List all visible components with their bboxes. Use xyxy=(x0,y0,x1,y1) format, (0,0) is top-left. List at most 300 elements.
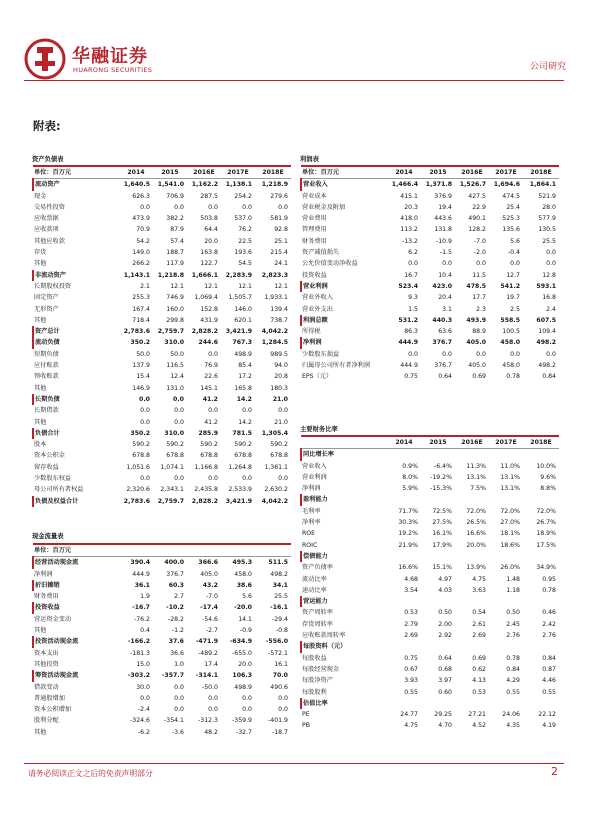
row-label: 公允价值变动净收益 xyxy=(302,260,358,268)
cell-value: 12.1 xyxy=(238,282,252,290)
cell-value xyxy=(421,449,455,461)
cell-value: 25.1 xyxy=(274,237,288,245)
cell-value: 26.0% xyxy=(500,564,520,572)
row-label: 净利润 xyxy=(34,570,53,578)
cell-value: 1,284.5 xyxy=(261,339,288,347)
cell-value: -1.5 xyxy=(439,249,452,257)
row-label: 其他投资 xyxy=(34,660,59,668)
table-row xyxy=(33,682,291,693)
cell-value: 390.4 xyxy=(130,559,150,567)
cell-value: 418.0 xyxy=(400,215,418,223)
cell-value: 34.9% xyxy=(536,564,556,572)
cell-value: 3.93 xyxy=(404,677,418,685)
table-row xyxy=(301,202,559,213)
cell-value: 0.87 xyxy=(542,665,556,673)
cell-value: 17.4 xyxy=(204,660,218,668)
cell-value: -655.0 xyxy=(232,649,252,657)
row-label: 营业利润 xyxy=(301,281,387,292)
cell-value: 0.0 xyxy=(208,407,218,415)
cell-value: 5.9% xyxy=(402,485,418,493)
cell-value: 72.5% xyxy=(432,507,452,515)
cell-value: 9.3 xyxy=(408,294,418,302)
row-label: 其他 xyxy=(34,260,47,268)
cell-value: 590.2 xyxy=(270,441,288,449)
cell-value: 0.0 xyxy=(408,350,418,358)
cell-value: 2.1 xyxy=(140,282,150,290)
cell-value: 131.0 xyxy=(166,384,184,392)
balance-sheet-title: 资产负债表 xyxy=(32,156,64,163)
table-row xyxy=(33,484,291,495)
cell-value: 2,533.9 xyxy=(228,486,252,494)
table-row xyxy=(33,326,291,337)
cell-value: -2.0 xyxy=(473,249,486,257)
row-label: 长期负债 xyxy=(33,394,119,405)
cell-value: -7.0 xyxy=(473,237,486,245)
cell-value: 22.6 xyxy=(204,373,218,381)
cell-value: -2.4 xyxy=(137,706,150,714)
cell-value: 0.0 xyxy=(242,407,252,415)
cell-value xyxy=(455,551,489,562)
row-label: 其他 xyxy=(34,627,47,635)
footer-divider xyxy=(24,763,564,764)
cell-value: 0.0 xyxy=(442,350,452,358)
row-label: 折旧摊销 xyxy=(33,580,119,591)
cell-value: 1,218.9 xyxy=(261,181,288,189)
cell-value: 18.6% xyxy=(500,541,520,549)
cell-value xyxy=(523,698,559,709)
cell-value: 167.4 xyxy=(132,305,150,313)
cell-value: 1,541.0 xyxy=(157,181,184,189)
table-row xyxy=(33,371,291,382)
cell-value: 2,783.6 xyxy=(123,497,150,505)
cell-value: 541.2 xyxy=(500,282,520,290)
cell-value: -489.2 xyxy=(198,649,218,657)
cell-value: 1,466.4 xyxy=(391,181,418,189)
cell-value: 2.69 xyxy=(472,632,486,640)
cell-value: 1,166.8 xyxy=(194,463,218,471)
table-row xyxy=(301,664,559,675)
cell-value: 626.3 xyxy=(132,192,150,200)
cell-value: -166.2 xyxy=(127,638,150,646)
cell-value: 0.0 xyxy=(546,260,556,268)
cell-value: 76.2 xyxy=(238,226,252,234)
cell-value: 4.52 xyxy=(472,722,486,730)
table-row xyxy=(33,648,291,659)
row-label: 资本支出 xyxy=(34,649,59,657)
cell-value: 590.2 xyxy=(166,441,184,449)
cell-value: 14.2 xyxy=(238,418,252,426)
cell-value: -572.1 xyxy=(268,649,288,657)
cell-value: 2.7 xyxy=(174,593,184,601)
table-row xyxy=(301,641,559,652)
table-row xyxy=(301,585,559,596)
cell-value: 76.9 xyxy=(204,362,218,370)
table-row xyxy=(301,687,559,698)
cell-value: 1,361.1 xyxy=(264,463,288,471)
cell-value: 15.1% xyxy=(432,564,452,572)
cell-value: -324.6 xyxy=(130,717,150,725)
cell-value: 85.4 xyxy=(238,362,252,370)
row-label: 每股净资产 xyxy=(302,677,333,685)
cell-value: 376.7 xyxy=(166,570,184,578)
row-label: EPS（元） xyxy=(302,373,333,381)
cell-value: 0.50 xyxy=(438,609,452,617)
brand-name-cn: 华融证券 xyxy=(72,46,148,67)
table-row xyxy=(33,580,291,591)
cell-value: 444.9 xyxy=(400,362,418,370)
table-row xyxy=(33,569,291,580)
row-label: 存货 xyxy=(34,249,47,257)
cell-value: 11.0% xyxy=(500,462,520,470)
row-label: 长期股权投资 xyxy=(34,282,72,290)
table-row xyxy=(301,191,559,202)
row-label: 普通股增加 xyxy=(34,694,65,702)
cell-value: 498.9 xyxy=(234,350,252,358)
row-label: 其他应收款 xyxy=(34,237,65,245)
row-label: 存货周转率 xyxy=(302,620,333,628)
cell-value: 287.5 xyxy=(200,192,218,200)
cell-value: 678.8 xyxy=(234,452,252,460)
cell-value xyxy=(489,596,523,607)
table-row xyxy=(301,292,559,303)
cell-value: 12.1 xyxy=(170,282,184,290)
cell-value: 1.18 xyxy=(506,586,520,594)
cell-value: 0.53 xyxy=(404,609,418,617)
cell-value: 60.3 xyxy=(168,581,184,589)
cell-value: -19.2% xyxy=(430,473,452,481)
cell-value: 37.6 xyxy=(168,638,184,646)
financial-ratios-table xyxy=(300,435,559,732)
cell-value: 4,042.2 xyxy=(261,328,288,336)
year-column-header: 2017E xyxy=(489,436,523,449)
cell-value: 13.9% xyxy=(466,564,486,572)
table-row xyxy=(301,698,559,709)
cell-value: 25.5 xyxy=(274,593,288,601)
cell-value: 88.9 xyxy=(472,328,486,336)
cell-value: 4,042.2 xyxy=(261,497,288,505)
table-row xyxy=(301,630,559,641)
cell-value: 2,343.1 xyxy=(160,486,184,494)
cell-value: 498.2 xyxy=(270,570,288,578)
cell-value: 22.9 xyxy=(472,203,486,211)
cell-value: 4.75 xyxy=(404,722,418,730)
table-row xyxy=(33,591,291,602)
table-row xyxy=(301,326,559,337)
cell-value: 521.9 xyxy=(538,192,556,200)
cell-value: 25.4 xyxy=(506,203,520,211)
year-column-header xyxy=(255,544,291,557)
cell-value: 1.0 xyxy=(174,660,184,668)
unit-label xyxy=(301,436,387,449)
cell-value: 0.0 xyxy=(242,475,252,483)
table-row xyxy=(33,462,291,473)
cell-value: 0.0 xyxy=(208,350,218,358)
row-label: 营运资金变动 xyxy=(34,615,72,623)
cell-value: -16.1 xyxy=(270,604,288,612)
cell-value: 8.0% xyxy=(402,473,418,481)
table-row xyxy=(301,562,559,573)
income-statement-table xyxy=(300,165,559,383)
table-row xyxy=(33,602,291,613)
row-label: 应收票据 xyxy=(34,215,59,223)
unit-label: 单位：百万元 xyxy=(301,166,387,179)
cell-value: 16.8 xyxy=(542,294,556,302)
cell-value: 41.2 xyxy=(202,395,218,403)
year-column-header: 2014 xyxy=(387,436,421,449)
cell-value: 18.9% xyxy=(536,530,556,538)
row-label: 其他 xyxy=(34,384,47,392)
cell-value: 0.0 xyxy=(174,683,184,691)
cell-value: 20.0% xyxy=(466,541,486,549)
table-row xyxy=(33,727,291,738)
row-label: 应付账款 xyxy=(34,362,59,370)
cell-value: 54.2 xyxy=(136,237,150,245)
cell-value xyxy=(489,641,523,652)
table-row xyxy=(33,202,291,213)
cell-value: 21.0 xyxy=(274,418,288,426)
cell-value: 0.84 xyxy=(542,373,556,381)
cell-value: 498.2 xyxy=(536,339,556,347)
row-label: 营业成本 xyxy=(302,192,327,200)
cell-value: 0.69 xyxy=(472,373,486,381)
row-label: 短期负债 xyxy=(34,350,59,358)
row-label: 资产减值损失 xyxy=(302,249,340,257)
cell-value: 1,051.6 xyxy=(126,463,150,471)
cell-value: 160.0 xyxy=(166,305,184,313)
cell-value: 16.1% xyxy=(432,530,452,538)
cell-value: 92.8 xyxy=(274,226,288,234)
cell-value: 0.0 xyxy=(242,694,252,702)
cell-value: 12.7 xyxy=(506,271,520,279)
cell-value: 128.2 xyxy=(468,226,486,234)
cell-value: 24.06 xyxy=(502,711,520,719)
row-label: 其他 xyxy=(34,316,47,324)
table-row xyxy=(33,428,291,439)
cell-value: 20.0 xyxy=(204,237,218,245)
row-label: 营业利润 xyxy=(302,473,327,481)
cell-value: 746.9 xyxy=(166,294,184,302)
cell-value: 13.1% xyxy=(466,473,486,481)
row-label: 投资收益 xyxy=(33,602,119,613)
cell-value: 490.1 xyxy=(468,215,486,223)
row-label: 营业税金及附加 xyxy=(302,203,346,211)
cell-value: 116.5 xyxy=(166,362,184,370)
cell-value: 109.4 xyxy=(538,328,556,336)
cell-value: 27.21 xyxy=(468,711,486,719)
row-label: 营业外收入 xyxy=(302,294,333,302)
table-row xyxy=(301,258,559,269)
cell-value: 0.46 xyxy=(542,609,556,617)
cell-value: 0.0 xyxy=(278,694,288,702)
row-label: 同比增长率 xyxy=(301,449,387,461)
cell-value: -471.9 xyxy=(195,638,218,646)
cell-value: 2,759.7 xyxy=(157,328,184,336)
cell-value: -357.7 xyxy=(161,672,184,680)
row-label: 每股资料（元） xyxy=(301,641,387,652)
cell-value: 0.0 xyxy=(242,203,252,211)
cell-value xyxy=(387,551,421,562)
ratios-title: 主要财务比率 xyxy=(300,426,338,433)
cell-value: 193.6 xyxy=(234,249,252,257)
cell-value: 2.4 xyxy=(546,305,556,313)
table-row xyxy=(33,360,291,371)
table-row xyxy=(33,236,291,247)
cell-value: -181.3 xyxy=(130,649,150,657)
cell-value: 0.0 xyxy=(140,694,150,702)
table-row xyxy=(301,213,559,224)
table-row xyxy=(301,653,559,664)
cell-value xyxy=(421,641,455,652)
table-row xyxy=(33,304,291,315)
cell-value: 3.54 xyxy=(404,586,418,594)
cell-value: 0.0 xyxy=(510,350,520,358)
cell-value: 0.0 xyxy=(174,203,184,211)
table-row xyxy=(33,625,291,636)
cell-value xyxy=(455,494,489,505)
row-label: 少数股东权益 xyxy=(34,475,72,483)
cell-value: 0.0 xyxy=(140,203,150,211)
cell-value: 678.8 xyxy=(200,452,218,460)
cell-value: 28.0 xyxy=(542,203,556,211)
table-row xyxy=(33,281,291,292)
row-label: 负债及权益合计 xyxy=(33,496,119,507)
cell-value: 0.62 xyxy=(472,665,486,673)
cell-value: 24.1 xyxy=(274,260,288,268)
huarong-logo-icon xyxy=(24,38,66,80)
cell-value: 0.0 xyxy=(174,475,184,483)
table-row xyxy=(33,417,291,428)
cell-value: 3.63 xyxy=(472,586,486,594)
row-label: 应收账款周转率 xyxy=(302,632,346,640)
cell-value: 12.4 xyxy=(170,373,184,381)
row-label: 营业外支出 xyxy=(302,305,333,313)
table-header-row xyxy=(301,436,559,449)
cell-value: -401.9 xyxy=(268,717,288,725)
cell-value: 1,666.1 xyxy=(191,271,218,279)
cell-value: 2,823.3 xyxy=(261,271,288,279)
header-divider xyxy=(24,80,564,81)
cell-value: 26.7% xyxy=(536,519,556,527)
cell-value: -303.2 xyxy=(127,672,150,680)
cell-value: 34.1 xyxy=(272,581,288,589)
cell-value xyxy=(387,449,421,461)
cell-value: 70.9 xyxy=(136,226,150,234)
cell-value: 11.5 xyxy=(472,271,486,279)
row-label: PE xyxy=(302,711,310,719)
cell-value: 1,864.1 xyxy=(529,181,556,189)
cell-value: 64.4 xyxy=(204,226,218,234)
table-row xyxy=(33,258,291,269)
cell-value: 15.0 xyxy=(136,660,150,668)
cell-value: 7.5% xyxy=(470,485,486,493)
table-row xyxy=(301,607,559,618)
cell-value: 0.0 xyxy=(242,706,252,714)
cell-value: 100.5 xyxy=(502,328,520,336)
cell-value: 21.9% xyxy=(398,541,418,549)
row-label: 股利分配 xyxy=(34,717,59,725)
cell-value: 14.1 xyxy=(238,615,252,623)
cell-value: 2.92 xyxy=(438,632,452,640)
cell-value xyxy=(489,698,523,709)
cell-value: 94.0 xyxy=(274,362,288,370)
cell-value: 4.19 xyxy=(542,722,556,730)
cell-value: 2,630.2 xyxy=(264,486,288,494)
table-header-row xyxy=(33,544,291,557)
cell-value xyxy=(489,494,523,505)
appendix-title: 附表: xyxy=(33,119,61,133)
row-label: 母公司所有者权益 xyxy=(34,486,84,494)
cell-value: 0.0 xyxy=(510,260,520,268)
cell-value: 1,218.8 xyxy=(157,271,184,279)
cell-value: 558.5 xyxy=(500,316,520,324)
cell-value: 2,435.8 xyxy=(194,486,218,494)
cell-value: 87.9 xyxy=(170,226,184,234)
table-row xyxy=(33,670,291,681)
row-label: 资本公积增加 xyxy=(34,706,72,714)
cell-value: 19.4 xyxy=(438,203,452,211)
row-label: 估值比率 xyxy=(301,698,387,709)
cell-value: 180.3 xyxy=(270,384,288,392)
cell-value: 0.0 xyxy=(278,475,288,483)
row-label: 负债合计 xyxy=(33,428,119,439)
cell-value: 458.0 xyxy=(500,339,520,347)
cell-value: 4.35 xyxy=(506,722,520,730)
row-label: 净利润 xyxy=(302,485,321,493)
table-row xyxy=(301,596,559,607)
cell-value: 525.3 xyxy=(502,215,520,223)
cell-value: 350.2 xyxy=(130,339,150,347)
table-row xyxy=(301,494,559,505)
report-type-label: 公司研究 xyxy=(529,62,566,72)
cell-value: 4.03 xyxy=(438,586,452,594)
cell-value: 0.55 xyxy=(542,688,556,696)
row-label: 非流动资产 xyxy=(33,270,119,281)
cell-value: -6.4% xyxy=(434,462,452,470)
table-row xyxy=(33,394,291,405)
year-column-header xyxy=(187,544,221,557)
cell-value: 405.0 xyxy=(200,570,218,578)
cash-flow-table xyxy=(32,543,291,738)
cell-value: 16.6% xyxy=(466,530,486,538)
cell-value: 12.8 xyxy=(542,271,556,279)
year-column-header: 2016E xyxy=(455,436,489,449)
cell-value: -76.2 xyxy=(133,615,150,623)
cell-value: 1,143.1 xyxy=(123,271,150,279)
row-label: 财务费用 xyxy=(34,593,59,601)
cell-value: 17.5% xyxy=(536,541,556,549)
cell-value: 19.7 xyxy=(506,294,520,302)
cell-value: 4.13 xyxy=(472,677,486,685)
cell-value: 163.8 xyxy=(200,249,218,257)
cell-value: 2.3 xyxy=(476,305,486,313)
cell-value: 0.54 xyxy=(472,609,486,617)
cell-value: 1,138.1 xyxy=(225,181,252,189)
table-row xyxy=(301,528,559,539)
cell-value: 376.7 xyxy=(432,339,452,347)
row-label: 股本 xyxy=(34,441,47,449)
cell-value: 38.6 xyxy=(236,581,252,589)
cell-value: 1,640.5 xyxy=(123,181,150,189)
cell-value: 590.2 xyxy=(200,441,218,449)
cell-value: 537.0 xyxy=(234,215,252,223)
cell-value: 678.8 xyxy=(166,452,184,460)
cell-value: 20.8 xyxy=(274,373,288,381)
table-row xyxy=(301,461,559,472)
cell-value: 11.3% xyxy=(466,462,486,470)
row-label: 净利润 xyxy=(301,337,387,348)
table-row xyxy=(301,720,559,731)
cell-value: 431.9 xyxy=(200,316,218,324)
